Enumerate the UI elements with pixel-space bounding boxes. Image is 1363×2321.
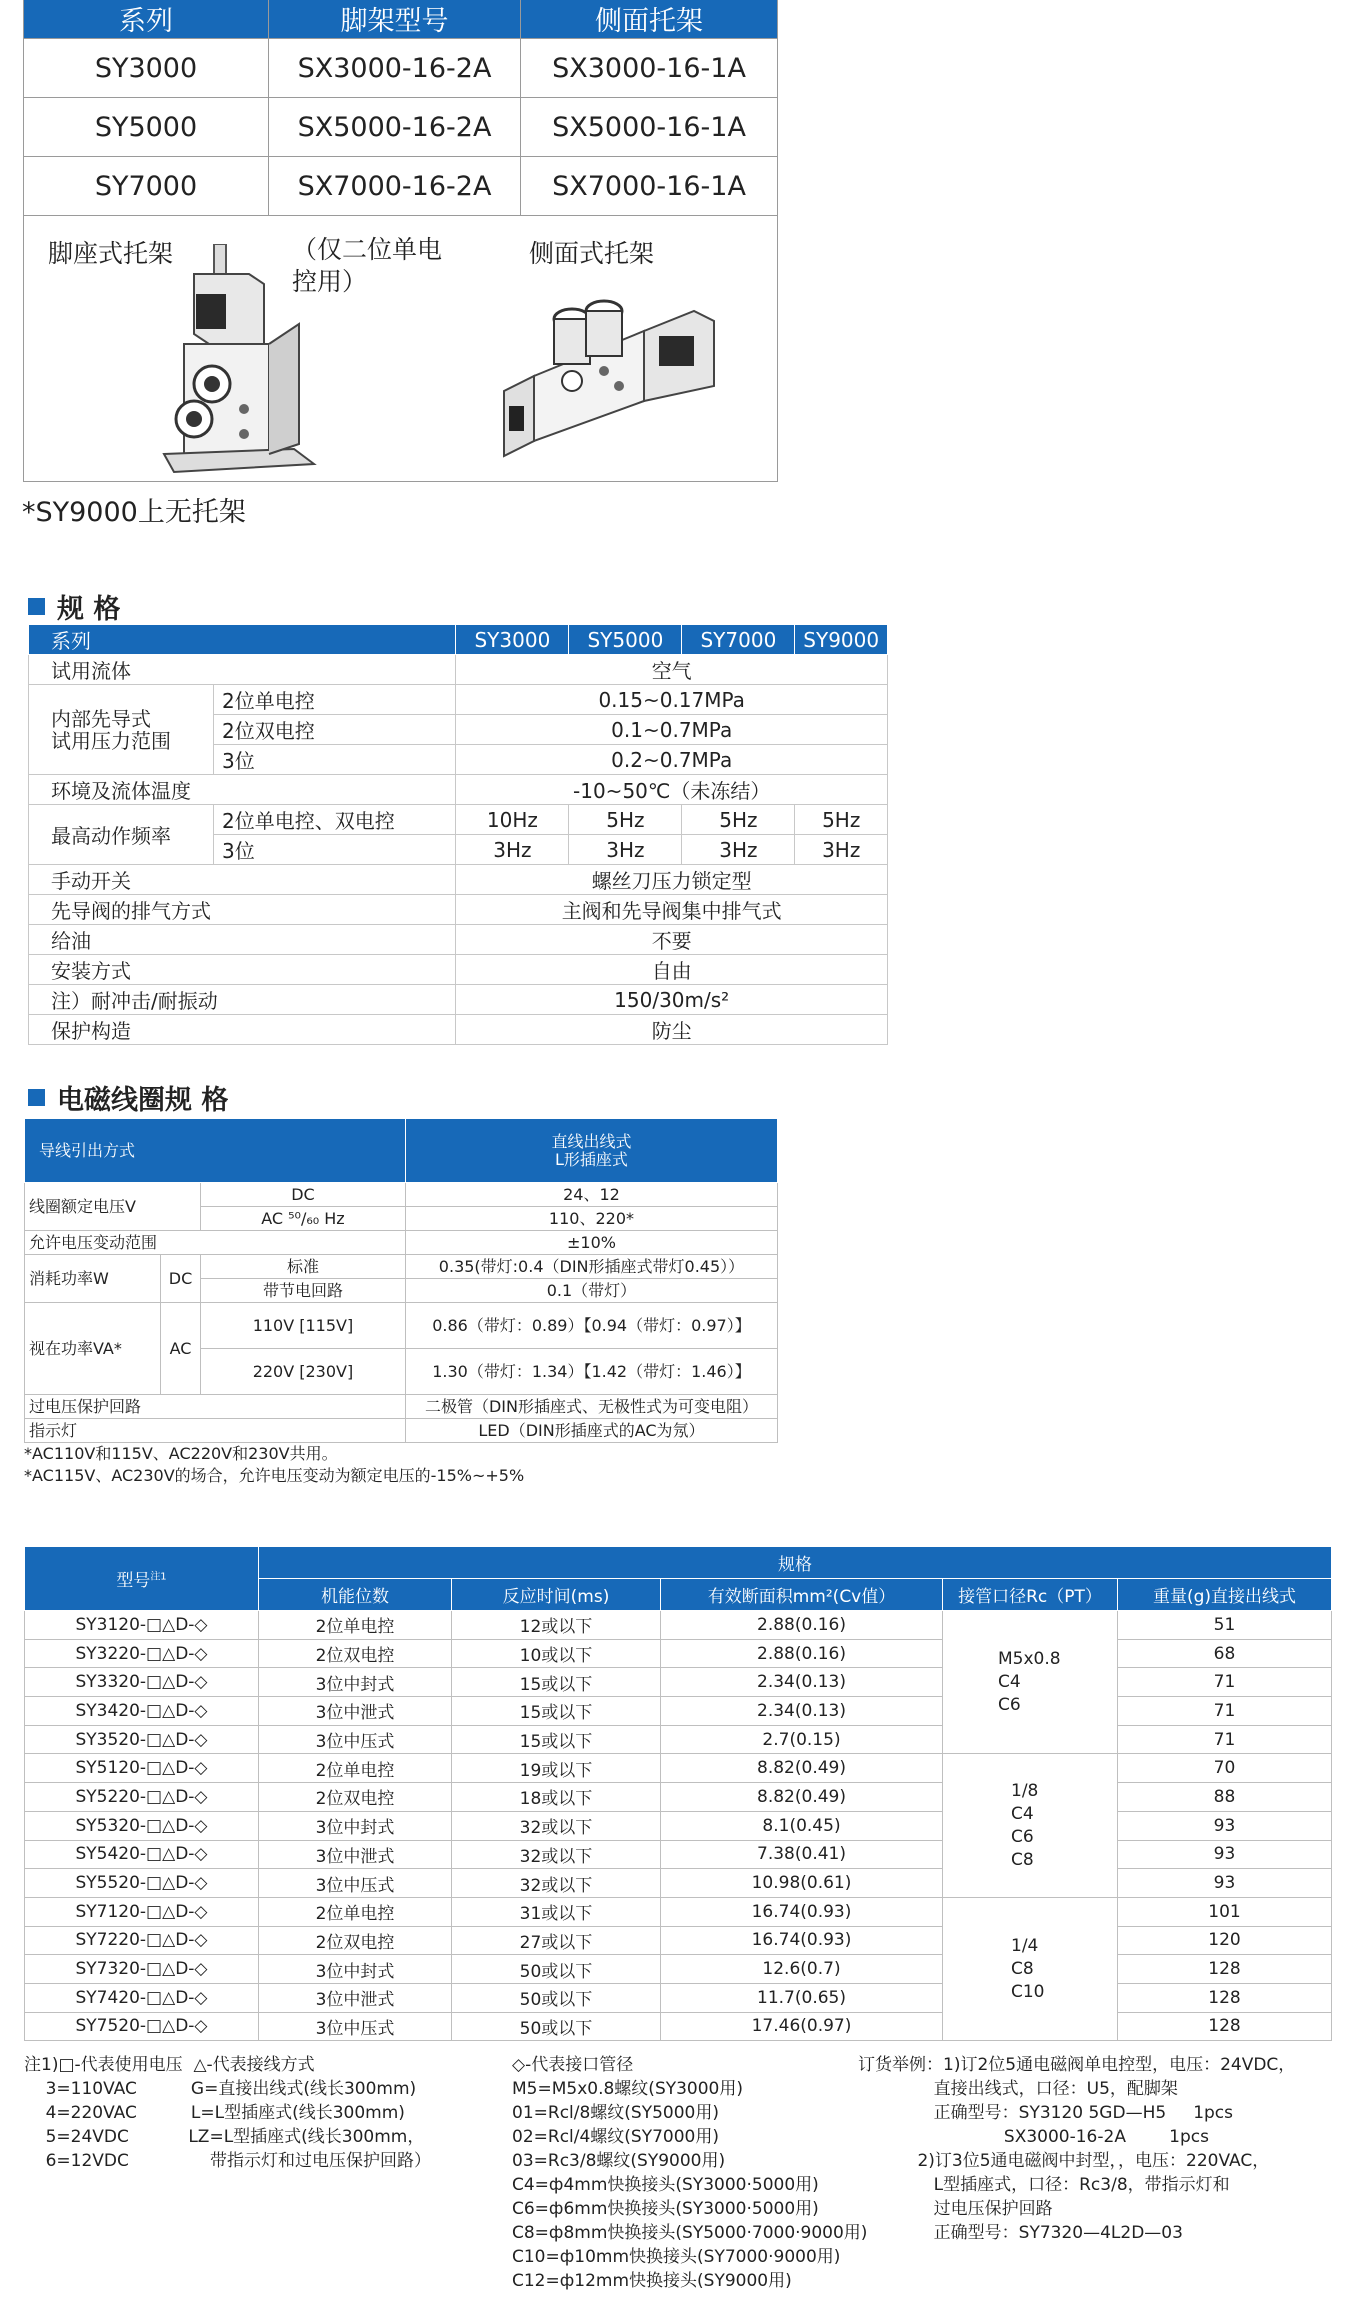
coil-dc-value: 24、12 bbox=[405, 1183, 777, 1207]
table-row bbox=[25, 1697, 1332, 1726]
coil-fluct-value: ±10% bbox=[405, 1231, 777, 1255]
effective-area-cell: 2.7(0.15) bbox=[661, 1725, 943, 1754]
table-row bbox=[25, 1811, 1332, 1840]
spec-freq-value: 3Hz bbox=[682, 835, 795, 865]
function-cell: 3位中封式 bbox=[259, 1955, 452, 1984]
order-notes-col1: 注1)□-代表使用电压 △-代表接线方式 3=110VAC G=直接出线式(线长300mm) 4=220VAC L=L型插座式(线长300mm) 5=24VDC LZ=L型插座式(线长300mm， 6=12VDC 带指示灯和过电压保护回路） bbox=[24, 2055, 431, 2171]
coil-dc-label: DC bbox=[201, 1183, 406, 1207]
model-header-text: 型号 bbox=[116, 1571, 151, 1591]
coil-ac-value: 110、220* bbox=[405, 1207, 777, 1231]
response-time-cell: 32或以下 bbox=[452, 1840, 661, 1869]
spec-other-label: 手动开关 bbox=[29, 865, 456, 895]
response-time-cell: 27或以下 bbox=[452, 1926, 661, 1955]
header-foot-model: 脚架型号 bbox=[269, 0, 521, 39]
model-cell: SY7520-□△D-◇ bbox=[25, 2012, 259, 2041]
model-cell: SY5320-□△D-◇ bbox=[25, 1811, 259, 1840]
cell: SX7000-16-1A bbox=[521, 157, 778, 216]
table-row bbox=[25, 1611, 1332, 1640]
order-notes-col3: 订货举例：1)订2位5通电磁阀单电控型，电压：24VDC， 直接出线式，口径：U5，配脚架 正确型号：SY3120 5GD—H5 1pcs SX3000-16-2A 1pcs 2)订3位5通电磁阀中封型，，电压：220VAC， L型插座式，口径：Rc3/8，带指示灯和 过电压保护回路 正确型号：SY7320—4L2D—03 bbox=[858, 2055, 1296, 2243]
table-row bbox=[25, 1955, 1332, 1984]
response-time-cell: 15或以下 bbox=[452, 1725, 661, 1754]
cell: SX3000-16-2A bbox=[269, 39, 521, 98]
spec-freq-value: 3Hz bbox=[795, 835, 888, 865]
weight-cell: 88 bbox=[1118, 1783, 1332, 1812]
table-row bbox=[29, 865, 888, 895]
table-row bbox=[25, 1231, 778, 1255]
spec-other-value: 自由 bbox=[456, 955, 888, 985]
table-row bbox=[25, 1255, 778, 1279]
coil-surge-label: 过电压保护回路 bbox=[25, 1395, 406, 1419]
model-cell: SY3120-□△D-◇ bbox=[25, 1611, 259, 1640]
spec-freq-value: 10Hz bbox=[456, 805, 569, 835]
spec-header-series: 系列 bbox=[29, 625, 456, 655]
table-row bbox=[25, 1840, 1332, 1869]
function-cell: 2位单电控 bbox=[259, 1611, 452, 1640]
spec-freq-sublabel: 2位单电控、双电控 bbox=[214, 805, 456, 835]
table-row bbox=[25, 1869, 1332, 1898]
cell: SX7000-16-2A bbox=[269, 157, 521, 216]
square-bullet-icon bbox=[28, 598, 45, 615]
model-header bbox=[25, 1547, 259, 1611]
function-cell: 2位双电控 bbox=[259, 1926, 452, 1955]
coil-v220-label: 220V [230V] bbox=[201, 1349, 406, 1395]
model-cell: SY5220-□△D-◇ bbox=[25, 1783, 259, 1812]
bracket-illustration-cell bbox=[24, 216, 778, 482]
model-header-row bbox=[25, 1547, 1332, 1579]
coil-note: *AC110V和115V、AC220V和230V共用。 bbox=[24, 1444, 338, 1463]
model-cell: SY3220-□△D-◇ bbox=[25, 1639, 259, 1668]
table-row bbox=[24, 98, 778, 157]
response-time-cell: 12或以下 bbox=[452, 1611, 661, 1640]
weight-cell: 128 bbox=[1118, 1983, 1332, 2012]
effective-area-cell: 2.34(0.13) bbox=[661, 1697, 943, 1726]
spec-other-label: 注）耐冲击/耐振动 bbox=[29, 985, 456, 1015]
header-side-bracket: 侧面托架 bbox=[521, 0, 778, 39]
spec-other-value: 主阀和先导阀集中排气式 bbox=[456, 895, 888, 925]
spec-section-title bbox=[28, 587, 120, 626]
side-bracket-valve-image bbox=[494, 291, 724, 461]
bracket-header-row bbox=[24, 0, 778, 39]
response-time-cell: 32或以下 bbox=[452, 1869, 661, 1898]
effective-area-cell: 17.46(0.97) bbox=[661, 2012, 943, 2041]
spec-other-label: 安装方式 bbox=[29, 955, 456, 985]
weight-cell: 51 bbox=[1118, 1611, 1332, 1640]
coil-header-right: 直线出线式 L形插座式 bbox=[405, 1119, 777, 1183]
spec-freq-value: 3Hz bbox=[456, 835, 569, 865]
coil-fluct-label: 允许电压变动范围 bbox=[25, 1231, 406, 1255]
weight-cell: 71 bbox=[1118, 1725, 1332, 1754]
table-row bbox=[25, 1754, 1332, 1783]
table-row bbox=[25, 1926, 1332, 1955]
model-cell: SY7220-□△D-◇ bbox=[25, 1926, 259, 1955]
response-time-cell: 15或以下 bbox=[452, 1697, 661, 1726]
effective-area-cell: 16.74(0.93) bbox=[661, 1897, 943, 1926]
table-row bbox=[29, 985, 888, 1015]
pipe-size-cell: M5x0.8 C4 C6 bbox=[943, 1611, 1118, 1754]
sy9000-note: *SY9000上无托架 bbox=[22, 497, 246, 528]
function-cell: 2位单电控 bbox=[259, 1754, 452, 1783]
table-row bbox=[25, 1983, 1332, 2012]
model-cell: SY7120-□△D-◇ bbox=[25, 1897, 259, 1926]
foot-bracket-label: 脚座式托架 bbox=[48, 239, 174, 268]
function-cell: 3位中泄式 bbox=[259, 1840, 452, 1869]
pipe-size-cell: 1/4 C8 C10 bbox=[943, 1897, 1118, 2040]
weight-cell: 71 bbox=[1118, 1668, 1332, 1697]
model-cell: SY3420-□△D-◇ bbox=[25, 1697, 259, 1726]
response-time-cell: 19或以下 bbox=[452, 1754, 661, 1783]
spec-pressure-value: 0.2~0.7MPa bbox=[456, 745, 888, 775]
spec-fluid-label: 试用流体 bbox=[29, 655, 456, 685]
foot-bracket-valve-image bbox=[154, 244, 324, 474]
spec-freq-value: 5Hz bbox=[569, 805, 682, 835]
table-row bbox=[29, 775, 888, 805]
subheader-weight: 重量(g)直接出线式 bbox=[1118, 1579, 1332, 1611]
model-cell: SY5420-□△D-◇ bbox=[25, 1840, 259, 1869]
header-series: 系列 bbox=[24, 0, 269, 39]
spec-pressure-sublabel: 2位单电控 bbox=[214, 685, 456, 715]
table-row bbox=[29, 955, 888, 985]
function-cell: 3位中压式 bbox=[259, 1869, 452, 1898]
table-row bbox=[25, 1897, 1332, 1926]
response-time-cell: 50或以下 bbox=[452, 1955, 661, 1984]
coil-circuit-label: 带节电回路 bbox=[201, 1279, 406, 1303]
coil-table bbox=[24, 1118, 778, 1443]
table-row bbox=[25, 1183, 778, 1207]
function-cell: 3位中泄式 bbox=[259, 1983, 452, 2012]
spec-pressure-sublabel: 3位 bbox=[214, 745, 456, 775]
function-cell: 2位双电控 bbox=[259, 1639, 452, 1668]
spec-freq-sublabel: 3位 bbox=[214, 835, 456, 865]
table-row bbox=[25, 1303, 778, 1349]
function-cell: 3位中封式 bbox=[259, 1668, 452, 1697]
weight-cell: 93 bbox=[1118, 1840, 1332, 1869]
spec-other-label: 保护构造 bbox=[29, 1015, 456, 1045]
bracket-table bbox=[23, 0, 778, 482]
foot-bracket-note: （仅二位单电 控用） bbox=[292, 235, 443, 296]
spec-temp-value: -10~50℃（未冻结） bbox=[456, 775, 888, 805]
coil-apparent-label: 视在功率VA* bbox=[25, 1303, 161, 1395]
response-time-cell: 32或以下 bbox=[452, 1811, 661, 1840]
effective-area-cell: 16.74(0.93) bbox=[661, 1926, 943, 1955]
response-time-cell: 10或以下 bbox=[452, 1639, 661, 1668]
effective-area-cell: 10.98(0.61) bbox=[661, 1869, 943, 1898]
square-bullet-icon bbox=[28, 1089, 45, 1106]
table-row bbox=[24, 157, 778, 216]
effective-area-cell: 12.6(0.7) bbox=[661, 1955, 943, 1984]
table-row bbox=[25, 1725, 1332, 1754]
coil-lamp-label: 指示灯 bbox=[25, 1419, 406, 1443]
coil-v110-label: 110V [115V] bbox=[201, 1303, 406, 1349]
weight-cell: 93 bbox=[1118, 1811, 1332, 1840]
spec-pressure-value: 0.1~0.7MPa bbox=[456, 715, 888, 745]
spec-pressure-sublabel: 2位双电控 bbox=[214, 715, 456, 745]
order-notes-col2: ◇-代表接口管径 M5=M5x0.8螺纹(SY3000用) 01=Rcl/8螺纹(SY5000用) 02=Rcl/4螺纹(SY7000用) 03=Rc3/8螺纹(SY9000用) C4=ф4mm快换接头(SY3000·5000用) C6=ф6mm快换接头(SY3000·5000用) C8=ф8mm快换接头(SY5000·7000·9000用) C10=ф10mm快换接头(SY7000·9000用) C12=ф12mm快换接头(SY9000用) bbox=[512, 2055, 868, 2291]
spec-pressure-value: 0.15~0.17MPa bbox=[456, 685, 888, 715]
cell: SX5000-16-2A bbox=[269, 98, 521, 157]
table-row bbox=[29, 925, 888, 955]
spec-header-row bbox=[29, 625, 888, 655]
spec-other-value: 螺丝刀压力锁定型 bbox=[456, 865, 888, 895]
table-row bbox=[25, 1639, 1332, 1668]
spec-header-sy7000: SY7000 bbox=[682, 625, 795, 655]
function-cell: 2位单电控 bbox=[259, 1897, 452, 1926]
spec-freq-label: 最高动作频率 bbox=[29, 805, 214, 865]
model-cell: SY5120-□△D-◇ bbox=[25, 1754, 259, 1783]
coil-ac-label: AC ⁵⁰/₆₀ Hz bbox=[201, 1207, 406, 1231]
side-bracket-label: 侧面式托架 bbox=[529, 239, 655, 268]
coil-power-dc: DC bbox=[161, 1255, 201, 1303]
spec-temp-label: 环境及流体温度 bbox=[29, 775, 456, 805]
weight-cell: 68 bbox=[1118, 1639, 1332, 1668]
table-row bbox=[25, 1419, 778, 1443]
response-time-cell: 31或以下 bbox=[452, 1897, 661, 1926]
effective-area-cell: 2.34(0.13) bbox=[661, 1668, 943, 1697]
weight-cell: 70 bbox=[1118, 1754, 1332, 1783]
spec-header-sy9000: SY9000 bbox=[795, 625, 888, 655]
function-cell: 3位中封式 bbox=[259, 1811, 452, 1840]
coil-power-label: 消耗功率W bbox=[25, 1255, 161, 1303]
table-row bbox=[29, 805, 888, 835]
coil-lamp-value: LED（DIN形插座式的AC为氖） bbox=[405, 1419, 777, 1443]
effective-area-cell: 8.1(0.45) bbox=[661, 1811, 943, 1840]
spec-pressure-label: 内部先导式 试用压力范围 bbox=[29, 685, 214, 775]
spec-freq-value: 3Hz bbox=[569, 835, 682, 865]
table-row bbox=[29, 685, 888, 715]
cell: SX5000-16-1A bbox=[521, 98, 778, 157]
spec-other-value: 防尘 bbox=[456, 1015, 888, 1045]
response-time-cell: 18或以下 bbox=[452, 1783, 661, 1812]
weight-cell: 71 bbox=[1118, 1697, 1332, 1726]
function-cell: 2位双电控 bbox=[259, 1783, 452, 1812]
coil-header-left: 导线引出方式 bbox=[25, 1119, 406, 1183]
weight-cell: 93 bbox=[1118, 1869, 1332, 1898]
weight-cell: 128 bbox=[1118, 2012, 1332, 2041]
coil-apparent-ac: AC bbox=[161, 1303, 201, 1395]
effective-area-cell: 11.7(0.65) bbox=[661, 1983, 943, 2012]
model-table bbox=[24, 1546, 1332, 2041]
model-cell: SY7420-□△D-◇ bbox=[25, 1983, 259, 2012]
table-row bbox=[25, 1668, 1332, 1697]
cell: SY3000 bbox=[24, 39, 269, 98]
model-cell: SY5520-□△D-◇ bbox=[25, 1869, 259, 1898]
effective-area-cell: 2.88(0.16) bbox=[661, 1639, 943, 1668]
weight-cell: 128 bbox=[1118, 1955, 1332, 1984]
spec-other-label: 给油 bbox=[29, 925, 456, 955]
spec-freq-value: 5Hz bbox=[795, 805, 888, 835]
effective-area-cell: 2.88(0.16) bbox=[661, 1611, 943, 1640]
coil-title-text: 电磁线圈规 格 bbox=[57, 1085, 229, 1116]
function-cell: 3位中压式 bbox=[259, 2012, 452, 2041]
table-row bbox=[29, 1015, 888, 1045]
coil-circuit-value: 0.1（带灯） bbox=[405, 1279, 777, 1303]
model-table-body bbox=[25, 1611, 1332, 2041]
spec-table bbox=[28, 624, 888, 1045]
pipe-size-cell: 1/8 C4 C6 C8 bbox=[943, 1754, 1118, 1897]
table-row bbox=[29, 655, 888, 685]
coil-rated-label: 线圈额定电压V bbox=[25, 1183, 201, 1231]
coil-v220-value: 1.30（带灯：1.34）【1.42（带灯：1.46）】 bbox=[405, 1349, 777, 1395]
effective-area-cell: 8.82(0.49) bbox=[661, 1754, 943, 1783]
function-cell: 3位中压式 bbox=[259, 1725, 452, 1754]
cell: SY7000 bbox=[24, 157, 269, 216]
spec-header-sy3000: SY3000 bbox=[456, 625, 569, 655]
subheader-effective-area: 有效断面积mm²(Cv值） bbox=[661, 1579, 943, 1611]
coil-std-value: 0.35(带灯:0.4（DIN形插座式带灯0.45）） bbox=[405, 1255, 777, 1279]
subheader-pipe-size: 接管口径Rc（PT） bbox=[943, 1579, 1118, 1611]
table-row bbox=[25, 1783, 1332, 1812]
cell: SX3000-16-1A bbox=[521, 39, 778, 98]
subheader-function: 机能位数 bbox=[259, 1579, 452, 1611]
spec-header: 规格 bbox=[259, 1547, 1332, 1579]
coil-section-title bbox=[28, 1078, 228, 1117]
coil-header-row bbox=[25, 1119, 778, 1183]
table-row bbox=[25, 2012, 1332, 2041]
spec-title-text: 规 格 bbox=[57, 594, 121, 625]
spec-header-sy5000: SY5000 bbox=[569, 625, 682, 655]
coil-surge-value: 二极管（DIN形插座式、无极性式为可变电阻） bbox=[405, 1395, 777, 1419]
model-cell: SY3520-□△D-◇ bbox=[25, 1725, 259, 1754]
coil-note: *AC115V、AC230V的场合，允许电压变动为额定电压的-15%~+5% bbox=[24, 1466, 525, 1485]
coil-std-label: 标准 bbox=[201, 1255, 406, 1279]
spec-freq-value: 5Hz bbox=[682, 805, 795, 835]
spec-fluid-value: 空气 bbox=[456, 655, 888, 685]
response-time-cell: 50或以下 bbox=[452, 2012, 661, 2041]
table-row bbox=[25, 1395, 778, 1419]
cell: SY5000 bbox=[24, 98, 269, 157]
response-time-cell: 50或以下 bbox=[452, 1983, 661, 2012]
spec-other-value: 不要 bbox=[456, 925, 888, 955]
effective-area-cell: 7.38(0.41) bbox=[661, 1840, 943, 1869]
effective-area-cell: 8.82(0.49) bbox=[661, 1783, 943, 1812]
model-cell: SY3320-□△D-◇ bbox=[25, 1668, 259, 1697]
function-cell: 3位中泄式 bbox=[259, 1697, 452, 1726]
coil-v110-value: 0.86（带灯：0.89）【0.94（带灯：0.97）】 bbox=[405, 1303, 777, 1349]
spec-other-label: 先导阀的排气方式 bbox=[29, 895, 456, 925]
weight-cell: 101 bbox=[1118, 1897, 1332, 1926]
model-header-sup: 注1 bbox=[150, 1571, 167, 1583]
model-cell: SY7320-□△D-◇ bbox=[25, 1955, 259, 1984]
spec-other-value: 150/30m/s² bbox=[456, 985, 888, 1015]
table-row bbox=[29, 895, 888, 925]
response-time-cell: 15或以下 bbox=[452, 1668, 661, 1697]
subheader-response-time: 反应时间(ms) bbox=[452, 1579, 661, 1611]
table-row bbox=[24, 39, 778, 98]
weight-cell: 120 bbox=[1118, 1926, 1332, 1955]
